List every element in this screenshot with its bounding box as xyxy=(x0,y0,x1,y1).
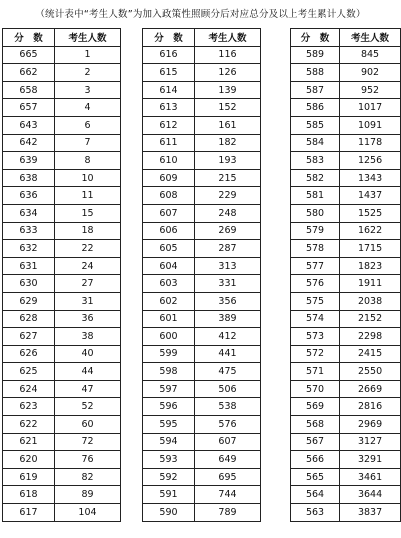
table-row xyxy=(143,169,261,187)
count-cell: 1017 xyxy=(340,99,401,117)
table-row xyxy=(291,433,401,451)
table-row xyxy=(143,134,261,152)
table-row xyxy=(291,46,401,64)
score-cell: 591 xyxy=(143,486,195,504)
score-cell: 622 xyxy=(3,416,55,434)
score-cell: 576 xyxy=(291,275,340,293)
score-cell: 657 xyxy=(3,99,55,117)
score-cell: 614 xyxy=(143,81,195,99)
score-cell: 612 xyxy=(143,116,195,134)
score-table-1 xyxy=(2,28,121,522)
count-cell: 902 xyxy=(340,64,401,82)
table-row xyxy=(291,416,401,434)
count-cell: 331 xyxy=(195,275,261,293)
count-cell: 52 xyxy=(55,398,121,416)
score-cell: 610 xyxy=(143,152,195,170)
score-cell: 613 xyxy=(143,99,195,117)
count-cell: 72 xyxy=(55,433,121,451)
score-cell: 632 xyxy=(3,240,55,258)
score-header: 分 数 xyxy=(3,29,55,47)
score-cell: 586 xyxy=(291,99,340,117)
count-cell: 152 xyxy=(195,99,261,117)
count-cell: 287 xyxy=(195,240,261,258)
table-row xyxy=(143,504,261,522)
score-cell: 584 xyxy=(291,134,340,152)
table-row xyxy=(291,380,401,398)
table-row xyxy=(3,169,121,187)
table-row xyxy=(143,187,261,205)
table-row xyxy=(291,81,401,99)
score-cell: 605 xyxy=(143,240,195,258)
count-cell: 2969 xyxy=(340,416,401,434)
score-cell: 590 xyxy=(143,504,195,522)
count-cell: 193 xyxy=(195,152,261,170)
count-cell: 412 xyxy=(195,328,261,346)
count-cell: 1091 xyxy=(340,116,401,134)
table-row xyxy=(291,152,401,170)
score-cell: 595 xyxy=(143,416,195,434)
table-row xyxy=(291,169,401,187)
count-cell: 182 xyxy=(195,134,261,152)
score-cell: 575 xyxy=(291,292,340,310)
score-cell: 581 xyxy=(291,187,340,205)
table-row xyxy=(143,345,261,363)
table-row xyxy=(143,240,261,258)
count-cell: 2 xyxy=(55,64,121,82)
table-row xyxy=(291,486,401,504)
table-row xyxy=(291,257,401,275)
score-cell: 604 xyxy=(143,257,195,275)
score-cell: 588 xyxy=(291,64,340,82)
table-row xyxy=(3,363,121,381)
count-cell: 313 xyxy=(195,257,261,275)
score-cell: 597 xyxy=(143,380,195,398)
score-cell: 630 xyxy=(3,275,55,293)
table-row xyxy=(3,328,121,346)
score-cell: 582 xyxy=(291,169,340,187)
score-cell: 665 xyxy=(3,46,55,64)
count-cell: 2550 xyxy=(340,363,401,381)
count-cell: 744 xyxy=(195,486,261,504)
count-cell: 1715 xyxy=(340,240,401,258)
count-cell: 6 xyxy=(55,116,121,134)
score-cell: 598 xyxy=(143,363,195,381)
score-cell: 624 xyxy=(3,380,55,398)
score-cell: 589 xyxy=(291,46,340,64)
count-header: 考生人数 xyxy=(340,29,401,47)
count-cell: 161 xyxy=(195,116,261,134)
count-cell: 2415 xyxy=(340,345,401,363)
table-row xyxy=(143,257,261,275)
count-cell: 82 xyxy=(55,468,121,486)
score-cell: 639 xyxy=(3,152,55,170)
table-row xyxy=(3,46,121,64)
count-cell: 18 xyxy=(55,222,121,240)
count-cell: 3644 xyxy=(340,486,401,504)
table-row xyxy=(3,451,121,469)
score-cell: 573 xyxy=(291,328,340,346)
score-cell: 607 xyxy=(143,204,195,222)
table-row xyxy=(291,468,401,486)
table-row xyxy=(143,486,261,504)
table-row xyxy=(3,187,121,205)
table-row xyxy=(291,275,401,293)
count-cell: 506 xyxy=(195,380,261,398)
count-cell: 1525 xyxy=(340,204,401,222)
count-cell: 2152 xyxy=(340,310,401,328)
table-row xyxy=(3,380,121,398)
table-row xyxy=(3,416,121,434)
score-cell: 574 xyxy=(291,310,340,328)
table-row xyxy=(291,292,401,310)
score-cell: 601 xyxy=(143,310,195,328)
table-row xyxy=(291,134,401,152)
score-cell: 625 xyxy=(3,363,55,381)
score-cell: 628 xyxy=(3,310,55,328)
table-row xyxy=(143,222,261,240)
table-row xyxy=(3,504,121,522)
table-row xyxy=(143,81,261,99)
count-cell: 15 xyxy=(55,204,121,222)
table-row xyxy=(143,451,261,469)
table-row xyxy=(291,222,401,240)
table-row xyxy=(143,398,261,416)
count-cell: 1622 xyxy=(340,222,401,240)
score-cell: 579 xyxy=(291,222,340,240)
score-cell: 621 xyxy=(3,433,55,451)
count-cell: 952 xyxy=(340,81,401,99)
table-row xyxy=(3,152,121,170)
table-row xyxy=(291,310,401,328)
score-table-2 xyxy=(142,28,261,522)
score-cell: 611 xyxy=(143,134,195,152)
count-cell: 695 xyxy=(195,468,261,486)
table-row xyxy=(3,99,121,117)
count-cell: 60 xyxy=(55,416,121,434)
table-row xyxy=(291,328,401,346)
table-row xyxy=(291,240,401,258)
score-cell: 580 xyxy=(291,204,340,222)
count-cell: 538 xyxy=(195,398,261,416)
count-cell: 89 xyxy=(55,486,121,504)
count-cell: 389 xyxy=(195,310,261,328)
table-row xyxy=(3,64,121,82)
score-cell: 623 xyxy=(3,398,55,416)
table-row xyxy=(291,116,401,134)
table-row xyxy=(291,363,401,381)
score-cell: 600 xyxy=(143,328,195,346)
table-row xyxy=(291,398,401,416)
count-cell: 3291 xyxy=(340,451,401,469)
table-row xyxy=(3,240,121,258)
score-cell: 594 xyxy=(143,433,195,451)
count-cell: 229 xyxy=(195,187,261,205)
table-row xyxy=(143,328,261,346)
score-cell: 615 xyxy=(143,64,195,82)
table-row xyxy=(3,292,121,310)
score-cell: 627 xyxy=(3,328,55,346)
count-cell: 47 xyxy=(55,380,121,398)
count-cell: 3 xyxy=(55,81,121,99)
table-row xyxy=(291,204,401,222)
count-cell: 44 xyxy=(55,363,121,381)
count-cell: 1 xyxy=(55,46,121,64)
count-cell: 11 xyxy=(55,187,121,205)
count-cell: 215 xyxy=(195,169,261,187)
count-cell: 2669 xyxy=(340,380,401,398)
score-header: 分 数 xyxy=(291,29,340,47)
score-cell: 583 xyxy=(291,152,340,170)
table-row xyxy=(143,468,261,486)
score-cell: 587 xyxy=(291,81,340,99)
count-cell: 1178 xyxy=(340,134,401,152)
count-cell: 248 xyxy=(195,204,261,222)
score-cell: 571 xyxy=(291,363,340,381)
table-row xyxy=(3,257,121,275)
score-cell: 662 xyxy=(3,64,55,82)
count-cell: 475 xyxy=(195,363,261,381)
score-cell: 563 xyxy=(291,504,340,522)
count-cell: 1343 xyxy=(340,169,401,187)
score-cell: 658 xyxy=(3,81,55,99)
table-row xyxy=(3,398,121,416)
table-row xyxy=(143,204,261,222)
count-header: 考生人数 xyxy=(55,29,121,47)
score-cell: 643 xyxy=(3,116,55,134)
count-cell: 649 xyxy=(195,451,261,469)
table-row xyxy=(291,345,401,363)
score-header: 分 数 xyxy=(143,29,195,47)
score-cell: 567 xyxy=(291,433,340,451)
table-row xyxy=(143,433,261,451)
table-row xyxy=(143,380,261,398)
score-cell: 568 xyxy=(291,416,340,434)
score-cell: 578 xyxy=(291,240,340,258)
count-cell: 36 xyxy=(55,310,121,328)
count-cell: 1437 xyxy=(340,187,401,205)
score-cell: 569 xyxy=(291,398,340,416)
table-row xyxy=(3,204,121,222)
score-cell: 585 xyxy=(291,116,340,134)
score-cell: 617 xyxy=(3,504,55,522)
count-cell: 3461 xyxy=(340,468,401,486)
count-cell: 40 xyxy=(55,345,121,363)
count-cell: 22 xyxy=(55,240,121,258)
table-row xyxy=(143,152,261,170)
table-row xyxy=(3,345,121,363)
count-cell: 1256 xyxy=(340,152,401,170)
count-cell: 789 xyxy=(195,504,261,522)
table-row xyxy=(291,64,401,82)
table-row xyxy=(3,222,121,240)
count-cell: 76 xyxy=(55,451,121,469)
table-row xyxy=(143,292,261,310)
table-row xyxy=(291,99,401,117)
table-row xyxy=(143,99,261,117)
count-cell: 2816 xyxy=(340,398,401,416)
count-cell: 24 xyxy=(55,257,121,275)
count-cell: 2038 xyxy=(340,292,401,310)
count-cell: 269 xyxy=(195,222,261,240)
count-cell: 356 xyxy=(195,292,261,310)
score-cell: 602 xyxy=(143,292,195,310)
count-cell: 27 xyxy=(55,275,121,293)
count-cell: 10 xyxy=(55,169,121,187)
score-cell: 565 xyxy=(291,468,340,486)
table-row xyxy=(143,64,261,82)
table-row xyxy=(143,116,261,134)
score-cell: 572 xyxy=(291,345,340,363)
count-cell: 104 xyxy=(55,504,121,522)
score-cell: 566 xyxy=(291,451,340,469)
table-row xyxy=(291,451,401,469)
table-row xyxy=(143,363,261,381)
score-cell: 596 xyxy=(143,398,195,416)
count-cell: 576 xyxy=(195,416,261,434)
score-cell: 592 xyxy=(143,468,195,486)
score-cell: 577 xyxy=(291,257,340,275)
score-cell: 636 xyxy=(3,187,55,205)
score-cell: 620 xyxy=(3,451,55,469)
score-cell: 609 xyxy=(143,169,195,187)
score-cell: 626 xyxy=(3,345,55,363)
score-cell: 606 xyxy=(143,222,195,240)
count-cell: 116 xyxy=(195,46,261,64)
count-cell: 8 xyxy=(55,152,121,170)
table-row xyxy=(291,504,401,522)
score-cell: 638 xyxy=(3,169,55,187)
count-cell: 441 xyxy=(195,345,261,363)
score-cell: 642 xyxy=(3,134,55,152)
table-row xyxy=(3,468,121,486)
table-row xyxy=(143,275,261,293)
count-cell: 126 xyxy=(195,64,261,82)
table-row xyxy=(3,81,121,99)
table-row xyxy=(291,187,401,205)
count-cell: 7 xyxy=(55,134,121,152)
count-cell: 139 xyxy=(195,81,261,99)
count-cell: 4 xyxy=(55,99,121,117)
count-cell: 3127 xyxy=(340,433,401,451)
score-cell: 619 xyxy=(3,468,55,486)
score-cell: 593 xyxy=(143,451,195,469)
count-cell: 38 xyxy=(55,328,121,346)
table-row xyxy=(3,486,121,504)
score-cell: 631 xyxy=(3,257,55,275)
table-row xyxy=(143,310,261,328)
score-cell: 629 xyxy=(3,292,55,310)
table-note: （统计表中“考生人数”为加入政策性照顾分后对应总分及以上考生累计人数） xyxy=(35,9,366,20)
count-cell: 1823 xyxy=(340,257,401,275)
table-row xyxy=(3,433,121,451)
table-row xyxy=(143,416,261,434)
score-cell: 564 xyxy=(291,486,340,504)
table-row xyxy=(3,134,121,152)
count-cell: 1911 xyxy=(340,275,401,293)
count-cell: 2298 xyxy=(340,328,401,346)
score-cell: 570 xyxy=(291,380,340,398)
count-cell: 845 xyxy=(340,46,401,64)
table-row xyxy=(143,46,261,64)
count-cell: 607 xyxy=(195,433,261,451)
score-cell: 608 xyxy=(143,187,195,205)
table-row xyxy=(3,275,121,293)
table-row xyxy=(3,116,121,134)
score-cell: 599 xyxy=(143,345,195,363)
score-cell: 618 xyxy=(3,486,55,504)
score-table-3 xyxy=(290,28,401,522)
score-cell: 633 xyxy=(3,222,55,240)
count-header: 考生人数 xyxy=(195,29,261,47)
table-row xyxy=(3,310,121,328)
count-cell: 31 xyxy=(55,292,121,310)
count-cell: 3837 xyxy=(340,504,401,522)
score-cell: 603 xyxy=(143,275,195,293)
score-cell: 616 xyxy=(143,46,195,64)
score-cell: 634 xyxy=(3,204,55,222)
